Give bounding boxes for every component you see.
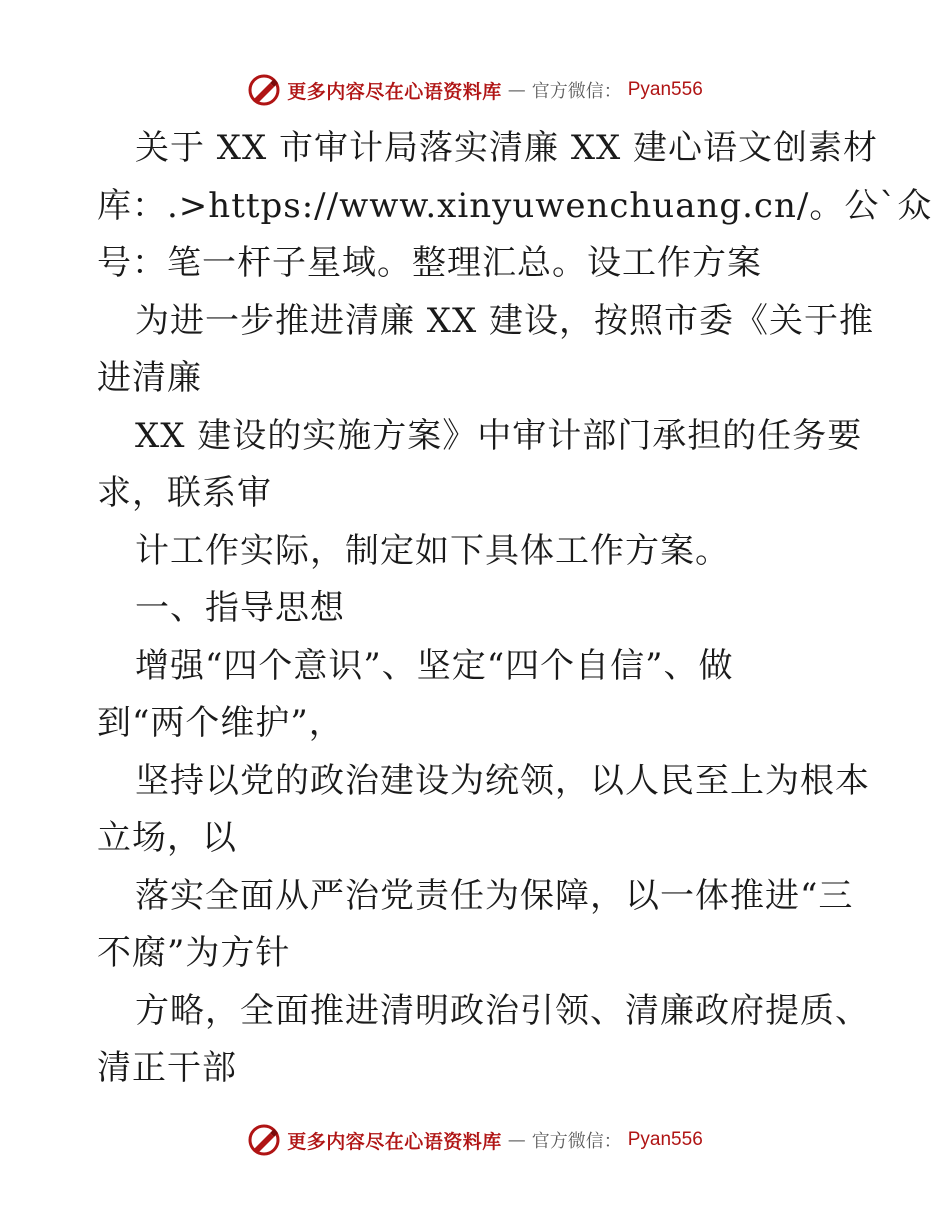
section-heading: 一、指导思想: [135, 588, 345, 628]
doc-line: 不腐”为方针: [97, 933, 291, 973]
doc-line: 落实全面从严治党责任为保障，以一体推进“三: [135, 875, 854, 916]
doc-line: 计工作实际，制定如下具体工作方案。: [135, 530, 730, 571]
banner-dash: —: [507, 79, 526, 101]
banner-wechat-id: Pyan556: [627, 79, 703, 100]
footer-banner: [0, 1120, 950, 1160]
banner-dash: —: [507, 1129, 526, 1151]
doc-line-title: 关于 XX 市审计局落实清廉 XX 建心语文创素材: [135, 128, 879, 168]
header-banner: [0, 70, 950, 110]
doc-line: 号：笔一杆子星域。整理汇总。设工作方案: [97, 243, 762, 283]
doc-line: 方略，全面推进清明政治引领、清廉政府提质、: [135, 990, 870, 1031]
banner-official-label: 官方微信：: [531, 1131, 622, 1152]
pen-logo-icon: [247, 1123, 281, 1157]
banner-brand-text: 更多内容尽在心语资料库: [287, 80, 502, 103]
doc-line: 立场，以: [97, 818, 237, 858]
banner-wechat-id: Pyan556: [627, 1129, 703, 1150]
doc-line: 为进一步推进清廉 XX 建设，按照市委《关于推: [135, 300, 875, 341]
doc-line: 坚持以党的政治建设为统领，以人民至上为根本: [135, 760, 870, 801]
doc-line: 库：.>https://www.xinyuwenchuang.cn/。公`众: [97, 185, 933, 226]
doc-line: 求，联系审: [97, 473, 272, 513]
doc-line: 增强“四个意识”、坚定“四个自信”、做: [135, 645, 734, 686]
banner-brand-text: 更多内容尽在心语资料库: [287, 1130, 502, 1153]
doc-line: 到“两个维护”，: [97, 703, 344, 743]
banner-official-label: 官方微信：: [531, 81, 622, 102]
doc-line: 进清廉: [97, 358, 202, 398]
pen-logo-icon: [247, 73, 281, 107]
doc-line: XX 建设的实施方案》中审计部门承担的任务要: [135, 415, 863, 456]
document-body: [97, 120, 933, 1098]
doc-line: 清正干部: [97, 1048, 237, 1088]
